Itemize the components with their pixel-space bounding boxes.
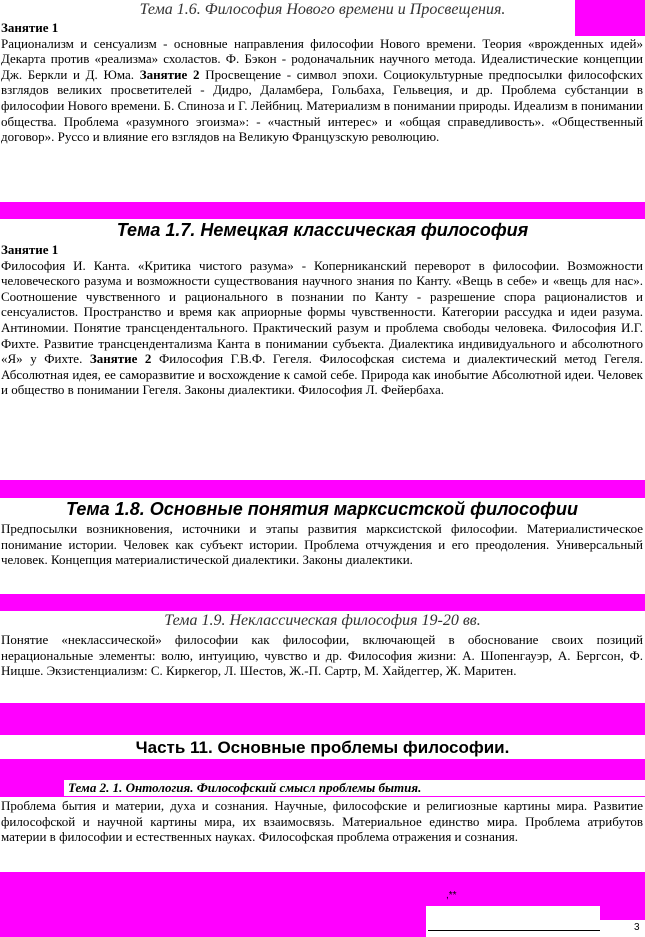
lesson-label: Занятие 1 [1, 242, 59, 257]
lesson-label: Занятие 2 [139, 66, 200, 82]
highlight-band [0, 703, 645, 735]
topic-2-1-title: Тема 2. 1. Онтология. Философский смысл проблемы бытия. [64, 780, 645, 796]
topic-2-1-body [0, 798, 645, 845]
topic-1-7-title: Тема 1.7. Немецкая классическая философия [116, 220, 529, 240]
highlight-band [0, 872, 645, 906]
lesson-label: Занятие 1 [1, 20, 59, 35]
topic-1-6-body [0, 20, 645, 145]
part-2-title: Часть 11. Основные проблемы философии. [135, 738, 510, 757]
lesson-1-text: Рационализм и сенсуализм - основные направления философии Нового времени. Теория «врожденных идей» Декарта против «реализма» схоластов. Ф. Бэкон - родоначальник научного метода. Идеалистические концепции Дж. Беркли и Д. Юма. [1, 35, 643, 82]
highlight-band [0, 906, 426, 937]
topic-1-9-body [0, 632, 645, 679]
lesson-1-text: Философия И. Канта. «Критика чистого разума» - Коперниканский переворот в философии. Возможности человеческого разума и возможности существования научного знания по Канту. «Вещь в себе» и «вещь для нас». Соотношение чувственного и рационального в познании по Канту - разрешение спора рационалистов и сенсуалистов. Пространство и время как априорные формы чувственности. Категории рассудка и идеи разума. Антиномии. Понятие трансцендентального. Практический разум и проблема свободы человека. Философия И.Г. Фихте. Развитие трансцендентализма Канта в понимании субъекта. Диалектика индивидуального и абсолютного «Я» у Фихте. [1, 257, 643, 367]
lesson-2-text: Философия Г.В.Ф. Гегеля. Философская система и диалектический метод Гегеля. Абсолютная идея, ее саморазвитие и восхождение к самой себе. Природа как инобытие Абсолютной идеи. Человек и общество в понимании Гегеля. Законы диалектики. Философия Л. Фейербаха. [1, 351, 644, 398]
lesson-label: Занятие 2 [89, 351, 152, 367]
topic-1-8-title: Тема 1.8. Основные понятия марксистской философии [54, 498, 590, 520]
topic-2-1-text: Проблема бытия и материи, духа и сознания. Научные, философские и религиозные картины мира. Развитие философской и научной картины мира, их взаимосвязь. Материальное единство мира. Проблема атрибутов материи в философии и естественных науках. Философская проблема отражения и сознания. [1, 798, 643, 845]
topic-1-6-title: Тема 1.6. Философия Нового времени и Просвещения. [139, 1, 506, 18]
footer-marks: ,** [446, 890, 457, 901]
topic-1-6-text [0, 36, 645, 145]
lesson-2-text: Просвещение - символ эпохи. Социокультурные предпосылки философских взглядов великих просветителей - Дидро, Даламбера, Гольбаха, Гельвеция, и др. Проблема субстанции в философии Нового времени. Б. Спиноза и Г. Лейбниц. Материализм в понимании природы. Идеализм в понимании общества. Проблема «разумного эгоизма»: - «частный интерес» и «общая справедливость». «Общественный договор». Руссо и влияние его взглядов на Великую Французскую революцию. [1, 66, 644, 145]
topic-1-7-text [0, 258, 645, 398]
highlight-band [0, 202, 645, 219]
topic-1-9-title: Тема 1.9. Неклассическая философия 19-20 вв. [164, 612, 481, 629]
topic-1-9-text: Понятие «неклассической» философии как философии, включающей в обоснование своих позиций нерациональные элементы: волю, интуицию, чувство и др. Философия жизни: А. Шопенгауэр, А. Бергсон, Ф. Ницше. Экзистенциализм: С. Киркегор, Л. Шестов, Ж.-П. Сартр, М. Хайдеггер, Ж. Маритен. [1, 632, 643, 679]
topic-1-7-body [0, 242, 645, 398]
highlight-band [0, 480, 645, 498]
topic-1-8-text: Предпосылки возникновения, источники и этапы развития марксистской философии. Материалистическое понимание истории. Человек как субъект истории. Проблема отчуждения и его преодоления. Универсальный человек. Концепция материалистической диалектики. Законы диалектики. [1, 521, 643, 568]
highlight-band [0, 594, 645, 611]
topic-1-8-body [0, 521, 645, 568]
footer-rule [428, 930, 600, 931]
highlight-band [600, 906, 645, 920]
page-number: 3 [634, 922, 640, 933]
